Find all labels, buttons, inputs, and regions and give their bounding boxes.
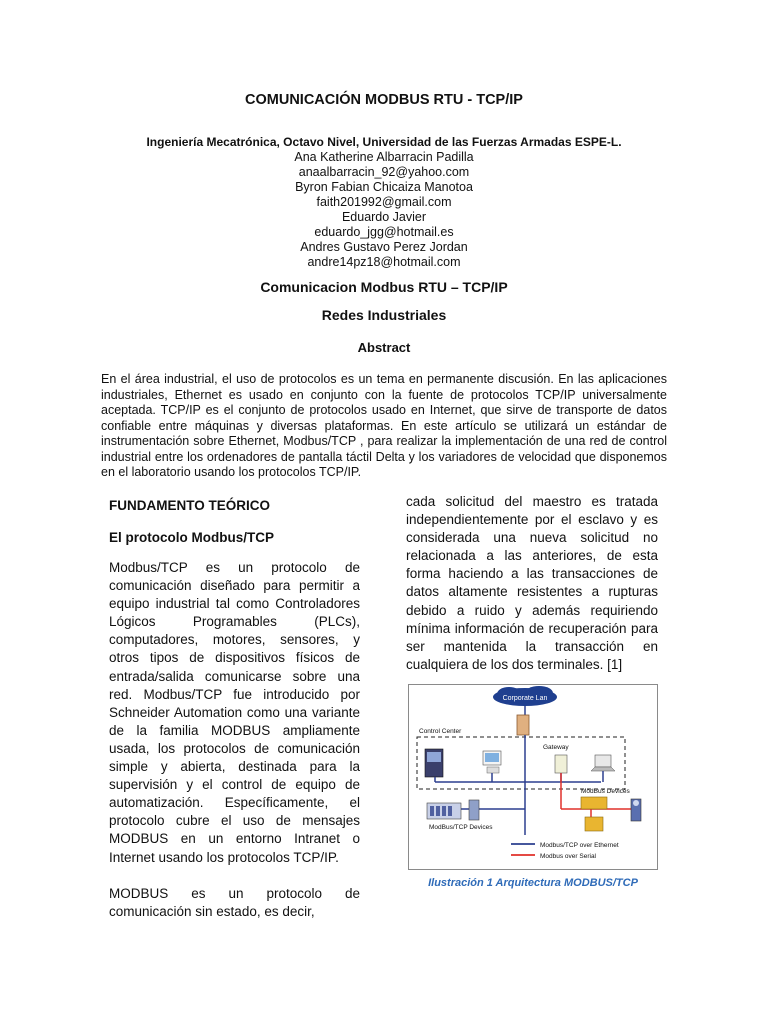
author-email: faith201992@gmail.com bbox=[316, 195, 452, 209]
subsection-heading: El protocolo Modbus/TCP bbox=[109, 530, 274, 545]
computer-icon bbox=[483, 751, 501, 773]
io-module-icon bbox=[469, 800, 479, 820]
body-paragraph: Modbus/TCP es un protocolo de comunicación diseñado para permitir a equipo industrial tal como Controladores Lógicos Programables (PLCs), computadores, motores, sensores, y otros tipos de dispositivos físicos de entrada/salida comunicarse sobre una red. Modbus/TCP fue introducido por Schneider Automation como una variante de la familia MODBUS ampliamente usada, los protocolos de comunicación simple y abierta, destinada para la supervisión y el control de equipo de automatización. Específicamente, el protocolo cubre el uso de mensajes MODBUS en un entorno Intranet o Internet usando los protocolos TCP/IP. bbox=[109, 560, 360, 865]
author-email: anaalbarracin_92@yahoo.com bbox=[298, 165, 470, 179]
section-heading: FUNDAMENTO TEÓRICO bbox=[109, 498, 270, 513]
author-name: Andres Gustavo Perez Jordan bbox=[300, 240, 468, 254]
legend-serial: Modbus over Serial bbox=[540, 853, 596, 860]
architecture-figure bbox=[408, 684, 658, 870]
body-paragraph: cada solicitud del maestro es tratada independientemente por el esclavo y es considerada una nueva solicitud no relacionada a las anteriores, de esta forma haciendo a las transacciones de datos altamente resistentes a rupturas debido a ruido y además requiriendo mínima información de recuperación para ser mantenida la transacción en cualquiera de los dos terminales. [1] bbox=[406, 494, 658, 672]
affiliation: Ingeniería Mecatrónica, Octavo Nivel, Universidad de las Fuerzas Armadas ESPE-L. bbox=[146, 135, 622, 149]
author-name: Eduardo Javier bbox=[341, 210, 427, 224]
author-email: eduardo_jgg@hotmail.es bbox=[314, 225, 454, 239]
router-icon bbox=[517, 715, 529, 735]
modbus-device-icon bbox=[581, 797, 607, 831]
abstract-text: En el área industrial, el uso de protocolos es un tema en permanente discusión. En las aplicaciones industriales, Ethernet es usado en conjunto con la fuente de protocolos TCP/IP universalmente aceptada. TCP/IP es el conjunto de protocolos usado en Internet, que sirve de transporte de datos confiable entre máquinas y diversas plataformas. En este artículo se utilizará un estándar de instrumentación sobre Ethernet, Modbus/TCP , para realizar la implementación de una red de control industrial entre los ordenadores de pantalla táctil Delta y los variadores de velocidad que disponemos en el laboratorio usando los protocolos TCP/IP. bbox=[101, 372, 667, 479]
plc-icon bbox=[427, 803, 461, 819]
author-list bbox=[0, 150, 768, 270]
figure-caption: Ilustración 1 Arquitectura MODBUS/TCP bbox=[428, 877, 638, 889]
corporate-lan-label: Corporate Lan bbox=[502, 695, 548, 702]
laptop-icon bbox=[591, 755, 615, 771]
body-paragraph: MODBUS es un protocolo de comunicación sin estado, es decir, bbox=[109, 885, 360, 919]
motor-icon bbox=[631, 799, 641, 821]
author-name: Byron Fabian Chicaiza Manotoa bbox=[295, 180, 473, 194]
legend-ethernet: Modbus/TCP over Ethernet bbox=[540, 842, 619, 849]
gateway-label: Gateway bbox=[543, 744, 569, 751]
control-center-label: Control Center bbox=[419, 728, 462, 735]
tcp-devices-label: ModBus/TCP Devices bbox=[429, 824, 493, 831]
modbus-devices-label: ModBus Devices bbox=[581, 788, 630, 795]
left-column bbox=[109, 498, 360, 921]
author-name: Ana Katherine Albarracin Padilla bbox=[294, 150, 474, 164]
gateway-icon bbox=[555, 755, 567, 773]
author-email: andre14pz18@hotmail.com bbox=[307, 255, 461, 269]
paper-title: COMUNICACIÓN MODBUS RTU - TCP/IP bbox=[245, 92, 523, 108]
architecture-diagram bbox=[409, 685, 657, 869]
abstract-heading: Abstract bbox=[357, 340, 411, 355]
right-column bbox=[406, 493, 658, 674]
paper-subtitle: Comunicacion Modbus RTU – TCP/IP bbox=[260, 279, 508, 295]
server-icon bbox=[425, 749, 443, 777]
course-name: Redes Industriales bbox=[321, 307, 447, 323]
control-center-box bbox=[417, 737, 625, 789]
